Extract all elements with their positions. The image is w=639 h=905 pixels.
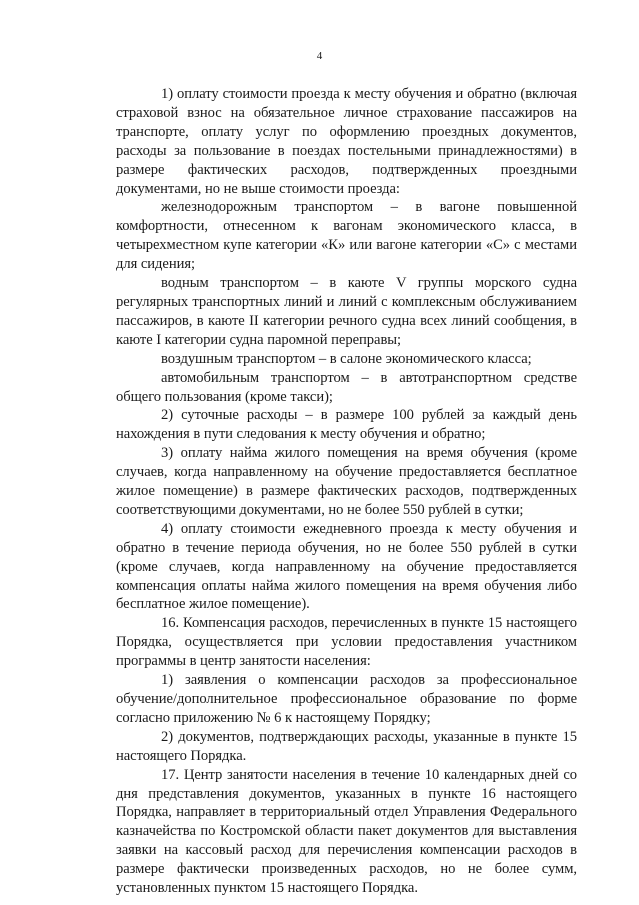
paragraph-water: водным транспортом – в каюте V группы морского судна регулярных транспортных линий и линий с комплексным обслуживанием пассажиров, в каюте II категории речного судна всех линий сообщения, в каюте I категории судна паромной переправы; xyxy=(116,275,577,348)
paragraph-travel-cost: 1) оплату стоимости проезда к месту обучения и обратно (включая страховой взнос на обязательное личное страхование пассажиров на транспорте, оплату услуг по оформлению проездных документов, расходы за пользование в поездах постельными принадлежностями) в размере фактических расходов, подтвержденных проездными документами, но не выше стоимости проезда: xyxy=(116,86,577,197)
paragraph-accommodation: 3) оплату найма жилого помещения на время обучения (кроме случаев, когда направленному на обучение предоставляется бесплатное жилое помещение) в размере фактических расходов, подтвержденных соответствующими документами, но не более 550 рублей в сутки; xyxy=(116,445,577,518)
paragraph-application: 1) заявления о компенсации расходов за профессиональное обучение/дополнительное профессиональное образование по форме согласно приложению № 6 к настоящему Порядку; xyxy=(116,672,577,726)
paragraph-item-16: 16. Компенсация расходов, перечисленных в пункте 15 настоящего Порядка, осуществляется при условии предоставления участником программы в центр занятости населения: xyxy=(116,615,577,670)
paragraph-item-17: 17. Центр занятости населения в течение 10 календарных дней со дня представления документов, указанных в пункте 16 настоящего Порядка, направляет в территориальный отдел Управления Федерального казначейства по Костромской области пакет документов для выставления заявки на кассовый расход для перечисления компенсации расходов в размере фактически произведенных расходов, но не более сумм, установленных пунктом 15 настоящего Порядка. xyxy=(116,766,577,897)
paragraph-railway: железнодорожным транспортом – в вагоне повышенной комфортности, отнесенном к вагонам экономического класса, в четырехместном купе категории «К» или вагоне категории «С» с местами для сидения; xyxy=(116,199,577,273)
document-body xyxy=(116,85,577,898)
paragraph-documents: 2) документов, подтверждающих расходы, указанные в пункте 15 настоящего Порядка. xyxy=(116,728,577,764)
paragraph-road: автомобильным транспортом – в автотранспортном средстве общего пользования (кроме такси); xyxy=(116,369,577,405)
paragraph-air: воздушным транспортом – в салоне экономического класса; xyxy=(161,350,532,367)
page-number: 4 xyxy=(316,50,323,62)
paragraph-daily-travel: 4) оплату стоимости ежедневного проезда к месту обучения и обратно в течение периода обучения, но не более 550 рублей в сутки (кроме случаев, когда направленному на обучение предоставляется компенсация оплаты найма жилого помещения на время обучения либо бесплатное жилое помещение). xyxy=(116,520,577,613)
paragraph-daily-allowance: 2) суточные расходы – в размере 100 рублей за каждый день нахождения в пути следования к месту обучения и обратно; xyxy=(116,407,577,443)
